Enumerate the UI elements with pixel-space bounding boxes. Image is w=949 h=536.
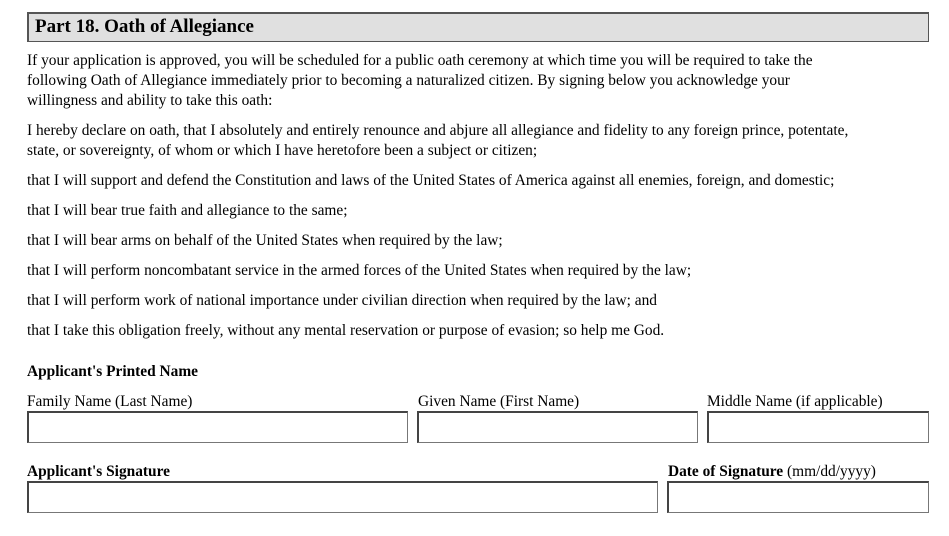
oath-line: I hereby declare on oath, that I absolutely and entirely renounce and abjure all allegiance and fidelity to any foreign prince, potentate, bbox=[27, 122, 849, 139]
middle-name-label: Middle Name (if applicable) bbox=[707, 393, 883, 410]
date-of-signature-label bbox=[668, 463, 876, 481]
family-name-field[interactable] bbox=[27, 411, 408, 443]
family-name-label: Family Name (Last Name) bbox=[27, 393, 193, 410]
oath-declaration bbox=[27, 121, 932, 161]
date-label-format: (mm/dd/yyyy) bbox=[783, 463, 876, 480]
oath-line: state, or sovereignty, of whom or which I have heretofore been a subject or citizen; bbox=[27, 142, 538, 159]
intro-line: willingness and ability to take this oath: bbox=[27, 92, 273, 109]
given-name-field[interactable] bbox=[417, 411, 698, 443]
section-header bbox=[27, 12, 929, 42]
oath-clause: that I take this obligation freely, without any mental reservation or purpose of evasion; so help me God. bbox=[27, 322, 665, 339]
oath-clause: that I will bear true faith and allegiance to the same; bbox=[27, 202, 348, 219]
given-name-label: Given Name (First Name) bbox=[418, 393, 580, 410]
date-of-signature-field[interactable] bbox=[667, 481, 929, 513]
oath-clause: that I will perform work of national importance under civilian direction when required by the law; and bbox=[27, 292, 657, 309]
printed-name-heading: Applicant's Printed Name bbox=[27, 363, 199, 380]
middle-name-field[interactable] bbox=[707, 411, 929, 443]
intro-line: following Oath of Allegiance immediately prior to becoming a naturalized citizen. By signing below you acknowledge your bbox=[27, 72, 790, 89]
signature-field[interactable] bbox=[27, 481, 658, 513]
date-label-bold: Date of Signature bbox=[668, 463, 784, 480]
signature-label: Applicant's Signature bbox=[27, 463, 170, 480]
intro-line: If your application is approved, you will be scheduled for a public oath ceremony at which time you will be required to take the bbox=[27, 52, 813, 69]
oath-clause: that I will perform noncombatant service in the armed forces of the United States when required by the law; bbox=[27, 262, 692, 279]
oath-clause: that I will bear arms on behalf of the United States when required by the law; bbox=[27, 232, 503, 249]
intro-paragraph bbox=[27, 51, 932, 111]
section-title: Part 18. Oath of Allegiance bbox=[35, 16, 254, 37]
oath-clause: that I will support and defend the Constitution and laws of the United States of America against all enemies, foreign, and domestic; bbox=[27, 172, 835, 189]
